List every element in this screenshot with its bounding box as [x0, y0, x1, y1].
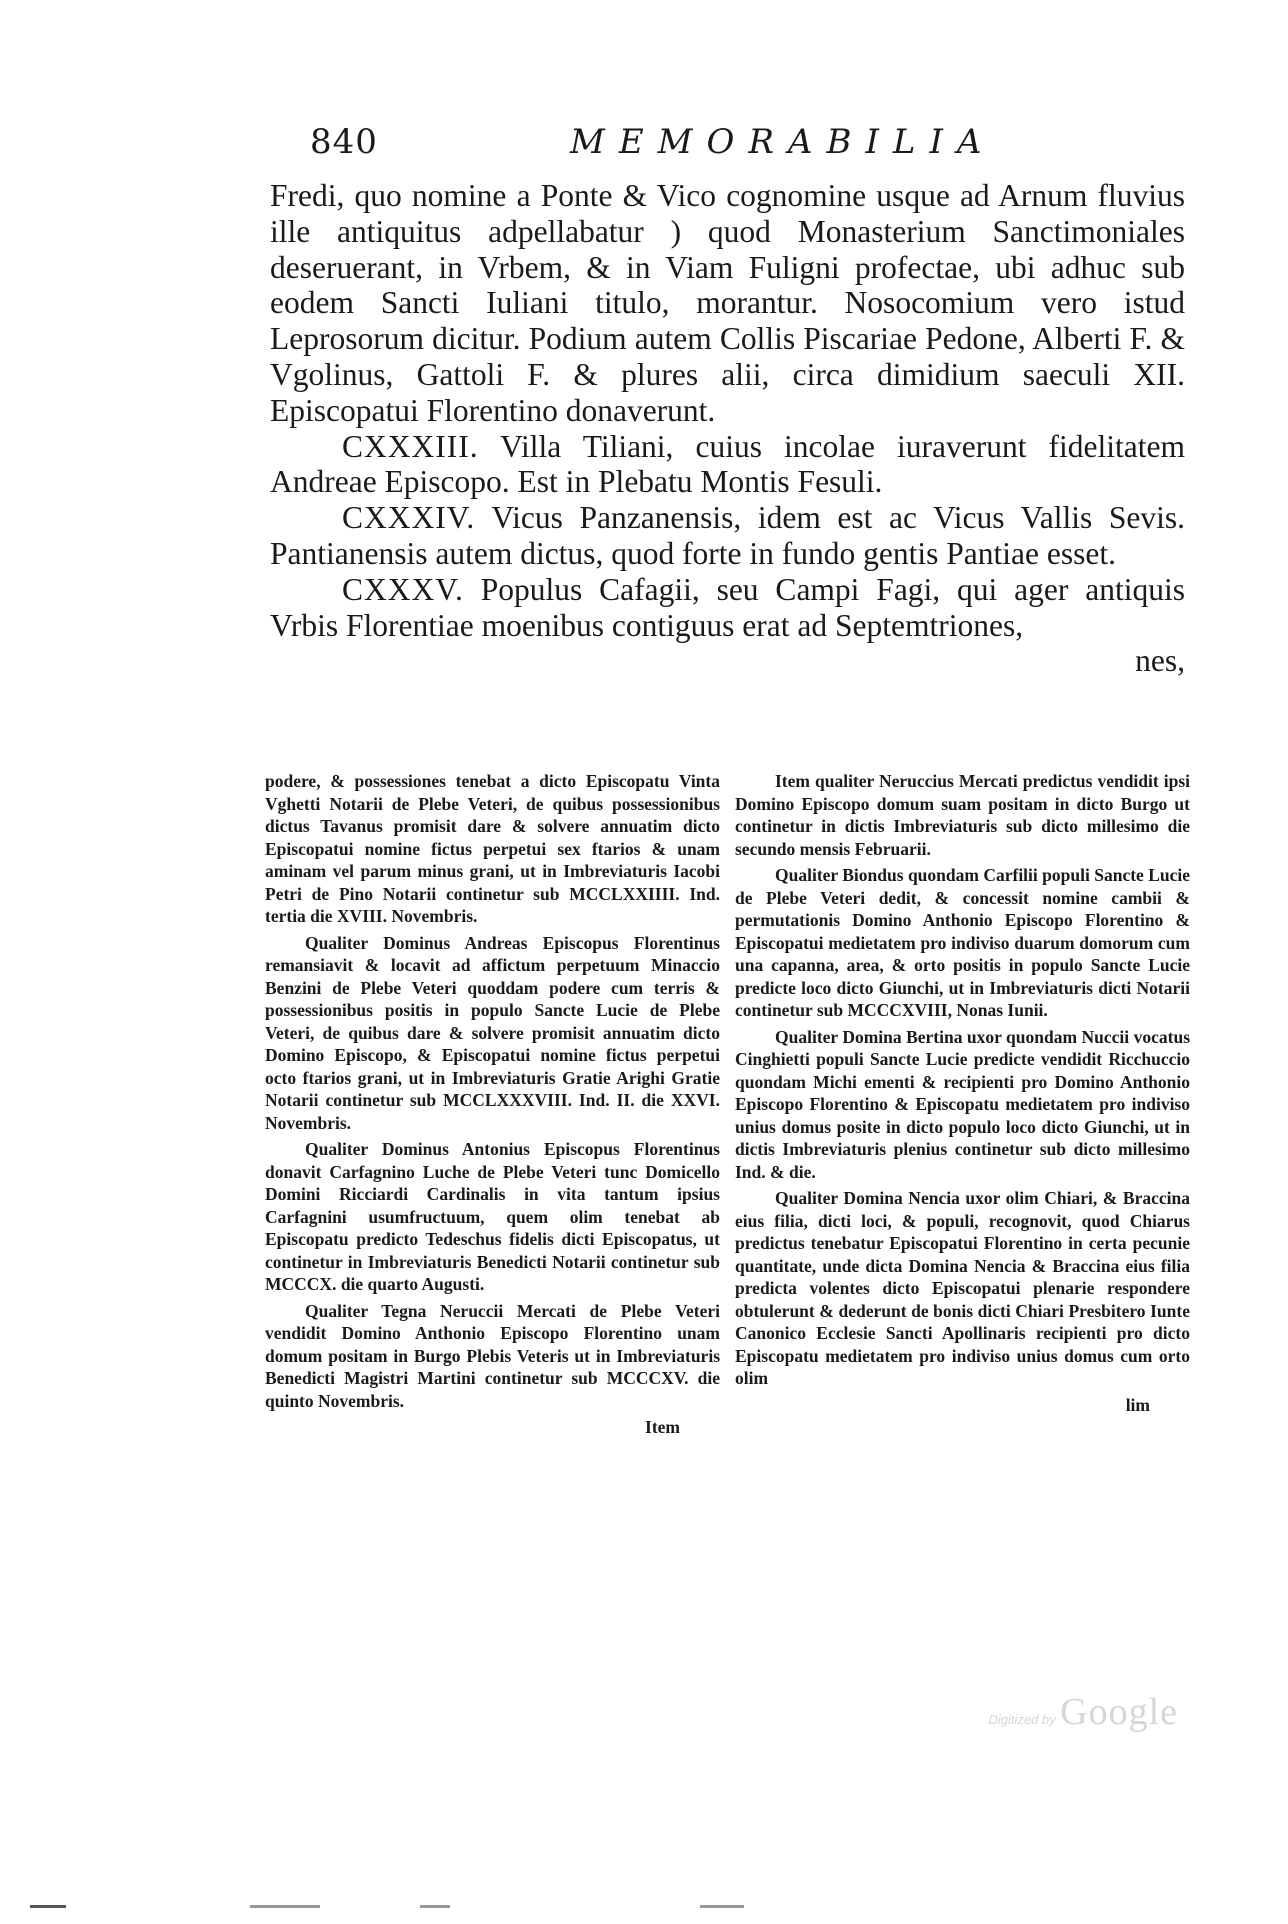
footnote-paragraph: podere, & possessiones tenebat a dicto Episcopatu Vinta Vghetti Notarii de Plebe Veteri, de quibus possessionibus dictus Tavanus promisit dare & solvere annuatim dicto Episcopatui nomine fictus perpetui sex ftarios & unam aminam vel parum minus grani, ut in Imbreviaturis Iacobi Petri de Pino Notarii continetur sub MCCLXXIIII. Ind. tertia die XVIII. Novembris. [265, 771, 720, 926]
footnote-paragraph: Qualiter Dominus Antonius Episcopus Florentinus donavit Carfagnino Luche de Plebe Veteri tunc Domicello Domini Ricciardi Cardinalis in vita tantum ipsius Carfagnini usumfructuum, quem olim tenebat ab Episcopatu predicto Tedeschus fidelis dicti Episcopatus, ut continetur in Imbreviaturis Benedicti Notarii continetur sub MCCCX. die quarto Augusti. [265, 1139, 720, 1294]
main-text-opening: Fredi, quo nomine a Ponte & Vico cognomine usque ad Arnum fluvius ille antiquitus adpellabatur ) quod Monasterium Sanctimoniales deseruerant, in Vrbem, & in Viam Fuligni profectae, ubi adhuc sub eodem Sancti Iuliani titulo, morantur. Nosocomium vero istud Leprosorum dicitur. Podium autem Collis Piscariae Pedone, Alberti F. & Vgolinus, Gattoli F. & plures alii, circa dimidium saeculi XII. Episcopatui Florentino donaverunt. [270, 178, 1185, 428]
footnote-paragraph: Qualiter Biondus quondam Carfilii populi Sancte Lucie de Plebe Veteri dedit, & concessit nomine cambii & permutationis Domino Anthonio Episcopo Florentino & Episcopatui medietatem pro indiviso duarum domorum cum una capanna, area, & orto positis in populo Sancte Lucie predicte loco dicto Giunchi, ut in Imbreviaturis dicti Notarii continetur sub MCCCXVIII, Nonas Iunii. [735, 865, 1190, 1020]
entry-paragraph [270, 572, 1185, 644]
running-title: MEMORABILIA [570, 122, 996, 162]
entry-paragraph [270, 429, 1185, 501]
main-text [270, 178, 1185, 679]
entry-text: Vicus Panzanensis, idem est ac Vicus Vallis Sevis. Pantianensis autem dictus, quod forte in fundo gentis Pantiae esset. [270, 500, 1185, 571]
footnote-catchword: Item [645, 1417, 680, 1437]
footnote-paragraph: Qualiter Tegna Neruccii Mercati de Plebe Veteri vendidit Domino Anthonio Episcopo Florentino unam domum positam in Burgo Plebis Veteris ut in Imbreviaturis Benedicti Magistri Martini continetur sub MCCCXV. die quinto Novembris. [265, 1300, 720, 1411]
footnote-paragraph: Qualiter Dominus Andreas Episcopus Florentinus remansiavit & locavit ad affictum perpetuum Minaccio Benzini de Plebe Veteri quoddam podere cum terris & possessionibus positis in populo Sancte Lucie de Plebe Veteri, de quibus dare & solvere promisit annuatim dicto Domino Episcopo, & Episcopatui nomine fictus perpetui octo ftarios grani, ut in Imbreviaturis Gratie Arighi Gratie Notarii continetur sub MCCLXXXVIII. Ind. II. die XXVI. Novembris. [265, 932, 720, 1133]
scan-mark [250, 1905, 320, 1908]
google-logo: Google [1060, 1691, 1178, 1733]
footnote-column-left [265, 770, 720, 1443]
entry-text: Villa Tiliani, cuius incolae iuraverunt fidelitatem Andreae Episcopo. Est in Plebatu Montis Fesuli. [270, 428, 1185, 500]
scan-mark [700, 1905, 744, 1908]
watermark-prefix: Digitized by [988, 1712, 1056, 1727]
entry-number: CXXXIV. [342, 500, 476, 536]
footnote-paragraph: Item qualiter Neruccius Mercati predictus vendidit ipsi Domino Episcopo domum suam positam in dicto Burgo ut continetur in dictis Imbreviaturis sub dicto millesimo die secundo mensis Februarii. [735, 771, 1190, 859]
footnote-paragraph: Qualiter Domina Bertina uxor quondam Nuccii vocatus Cinghietti populi Sancte Lucie predicte vendidit Ricchuccio quondam Michi ementi & recipienti pro Domino Anthonio Episcopo Florentino & Episcopatu medietatem pro indiviso unius domus posite in dicto populo loco dicto Giunchi, ut in dictis Imbreviaturis plenius continetur sub dicto millesimo Ind. & die. [735, 1026, 1190, 1182]
footnote-paragraph: Qualiter Domina Nencia uxor olim Chiari, & Braccina eius filia, dicti loci, & populi, recognovit, quod Chiarus predictus tenebatur Episcopatui Florentino in certa pecunie quantitate, unde dicta Domina Nencia & Braccina eius filia predicta volentes dicto Episcopatui plenarie respondere obtulerunt & dederunt de bonis dicti Chiari Presbitero Iunte Canonico Ecclesie Sancti Apollinaris recipienti pro dicto Episcopatu medietatem pro indiviso unius domus cum orto olim [735, 1188, 1190, 1388]
digitization-watermark [988, 1690, 1178, 1734]
entry-text: Populus Cafagii, seu Campi Fagi, qui ager antiquis Vrbis Florentiae moenibus contiguus erat ad Septemtriones, [270, 571, 1185, 643]
entry-number: CXXXV. [342, 571, 464, 607]
page-number: 840 [310, 122, 378, 162]
scan-mark [30, 1905, 66, 1908]
running-head [310, 122, 996, 172]
footnote-catchword: lim [1125, 1394, 1150, 1415]
entry-number: CXXXIII. [342, 428, 479, 464]
entry-paragraph [270, 500, 1185, 572]
footnote-column-right [735, 770, 1190, 1420]
catchword: nes, [1135, 643, 1185, 679]
scan-mark [420, 1905, 450, 1908]
